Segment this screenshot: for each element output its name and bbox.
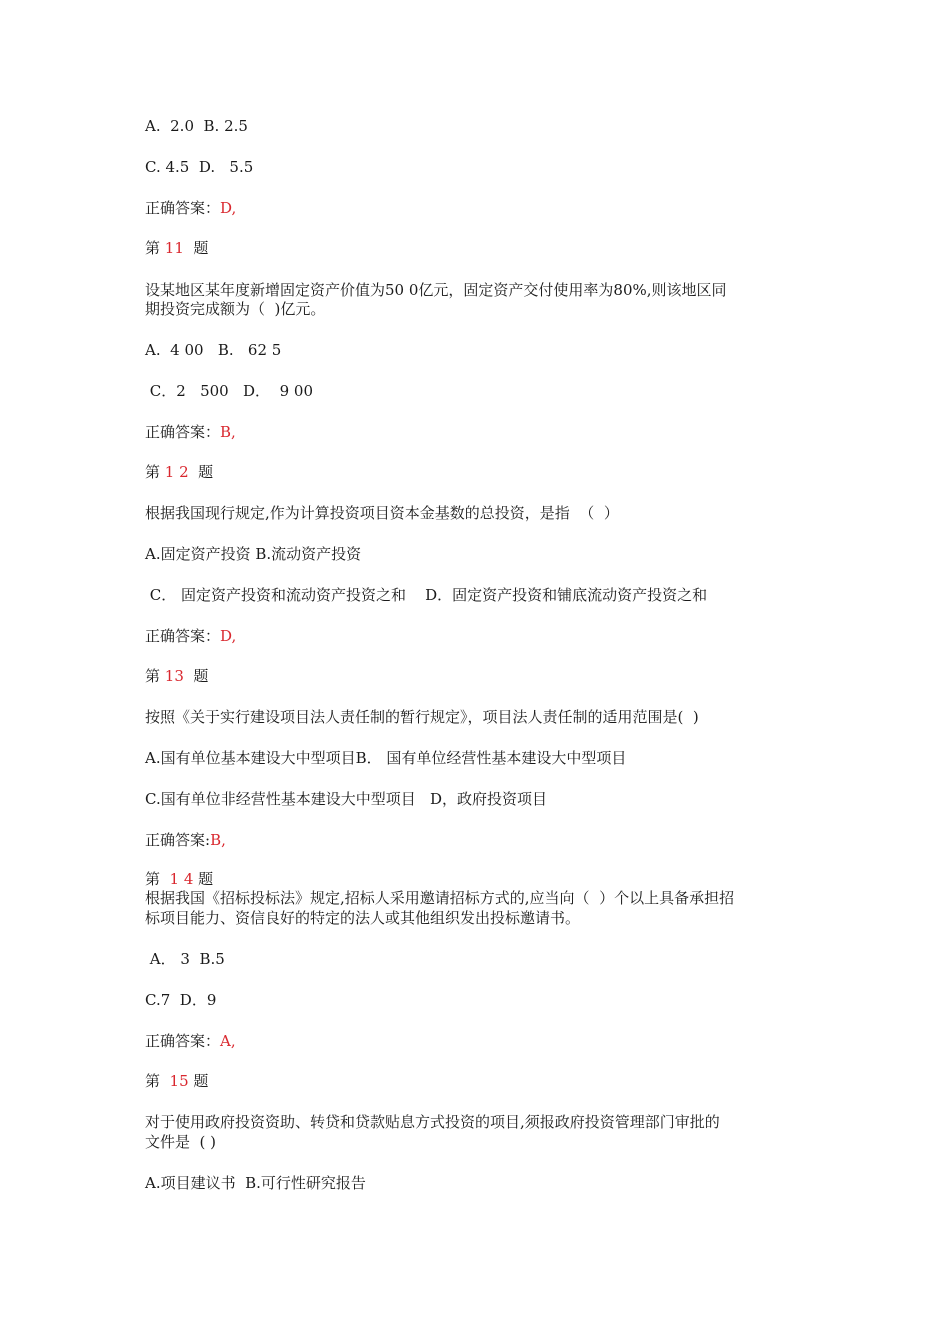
question-number: 11 — [164, 239, 184, 257]
answer-value: A, — [220, 1032, 236, 1050]
answer-label: 正确答案： — [145, 1032, 221, 1050]
answer-label: 正确答案: — [145, 831, 211, 849]
q13-options-line-1: A.国有单位基本建设大中型项目B． 国有单位经营性基本建设大中型项目 — [145, 749, 627, 767]
q13-heading — [145, 666, 208, 686]
q11-options-line-2: C．2 500 D． 9 00 — [145, 382, 313, 400]
q13-stem: 按照《关于实行建设项目法人责任制的暂行规定》，项目法人责任制的适用范围是( ) — [145, 708, 699, 726]
q14-heading — [145, 869, 213, 889]
q10-answer — [145, 198, 236, 218]
question-number-suffix: 题 — [188, 1072, 209, 1090]
q11-answer — [145, 422, 236, 442]
q14-answer — [145, 1031, 236, 1051]
q10-options-line-2: C. 4.5 D. 5.5 — [145, 158, 254, 176]
q13-options-line-2: C.国有单位非经营性基本建设大中型项目 D，政府投资项目 — [145, 790, 548, 808]
q15-stem-line-2: 文件是 ( ) — [145, 1133, 217, 1151]
answer-value: D, — [220, 627, 237, 645]
q12-heading — [145, 462, 213, 482]
question-number-prefix: 第 — [145, 239, 165, 257]
q15-options-line-1: A.项目建议书 B.可行性研究报告 — [145, 1174, 366, 1192]
q11-stem-line-2: 期投资完成额为（ )亿元。 — [145, 300, 326, 318]
question-number-suffix: 题 — [188, 463, 214, 481]
q14-options-line-1: A． 3 B.5 — [145, 950, 225, 968]
q14-stem-line-1: 根据我国《招标投标法》规定,招标人采用邀请招标方式的,应当向（ ）个以上具备承担招 — [145, 889, 735, 907]
q12-stem: 根据我国现行规定,作为计算投资项目资本金基数的总投资，是指 （ ） — [145, 504, 619, 522]
q12-options-line-1: A.固定资产投资 B.流动资产投资 — [145, 545, 362, 563]
question-number: 1 2 — [164, 463, 189, 481]
question-number-suffix: 题 — [183, 239, 209, 257]
answer-value: D, — [220, 199, 237, 217]
q15-heading — [145, 1071, 208, 1091]
q14-stem-line-2: 标项目能力、资信良好的特定的法人或其他组织发出投标邀请书。 — [145, 909, 581, 927]
answer-value: B, — [220, 423, 236, 441]
answer-value: B, — [210, 831, 226, 849]
question-number-prefix: 第 — [145, 870, 170, 888]
answer-label: 正确答案： — [145, 627, 221, 645]
question-number: 15 — [169, 1072, 189, 1090]
q14-options-line-2: C.7 D．9 — [145, 991, 217, 1009]
question-number: 13 — [164, 667, 184, 685]
question-number-suffix: 题 — [183, 667, 209, 685]
question-number-suffix: 题 — [193, 870, 214, 888]
question-number-prefix: 第 — [145, 667, 165, 685]
q10-options-line-1: A. 2.0 B. 2.5 — [145, 117, 248, 135]
q13-answer — [145, 830, 226, 850]
q11-options-line-1: A. 4 00 B. 62 5 — [145, 341, 282, 359]
question-number-prefix: 第 — [145, 463, 165, 481]
q15-stem-line-1: 对于使用政府投资资助、转贷和贷款贴息方式投资的项目,须报政府投资管理部门审批的 — [145, 1113, 720, 1131]
q12-answer — [145, 626, 236, 646]
question-number-prefix: 第 — [145, 1072, 170, 1090]
question-number: 1 4 — [169, 870, 194, 888]
q12-options-line-2: C． 固定资产投资和流动资产投资之和 D．固定资产投资和铺底流动资产投资之和 — [145, 586, 708, 604]
answer-label: 正确答案： — [145, 423, 221, 441]
q11-heading — [145, 238, 208, 258]
answer-label: 正确答案： — [145, 199, 221, 217]
q11-stem-line-1: 设某地区某年度新增固定资产价值为50 0亿元，固定资产交付使用率为80%,则该地区同 — [145, 281, 727, 299]
